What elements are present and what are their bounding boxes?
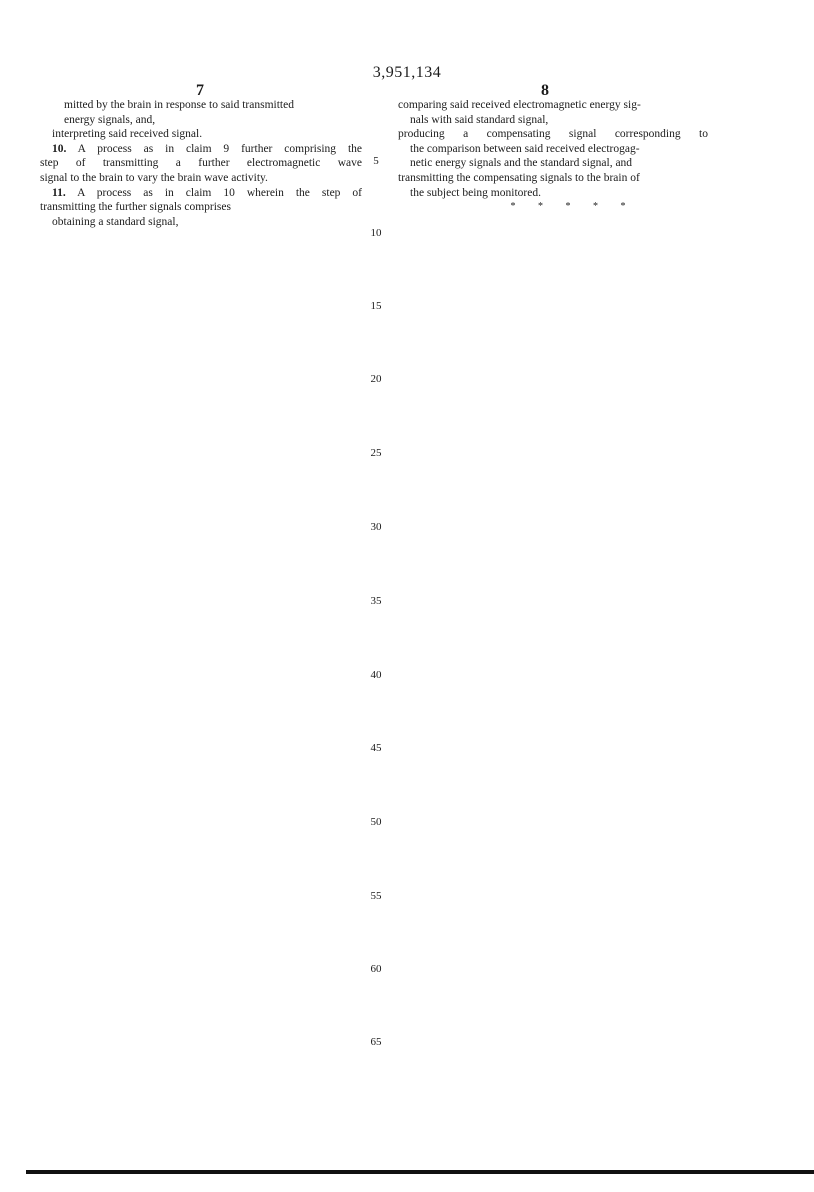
line-number: 30	[370, 521, 382, 533]
text-line: netic energy signals and the standard signal, and	[410, 157, 633, 170]
text-line: obtaining a standard signal,	[52, 215, 179, 228]
text-line: transmitting the compensating signals to the brain of	[398, 171, 640, 184]
claim-10-line	[40, 142, 362, 157]
text-line: transmitting the further signals comprises	[40, 201, 231, 214]
text-line: mitted by the brain in response to said transmitted	[64, 99, 294, 111]
claim-number: 11.	[52, 186, 66, 199]
text-line: energy signals, and,	[64, 113, 156, 126]
text-line: A process as in claim 9 further comprising the	[77, 142, 362, 155]
text-line: interpreting said received signal.	[52, 128, 203, 141]
line-number: 5	[373, 155, 379, 167]
line-number: 65	[370, 1036, 382, 1048]
left-column-text	[40, 98, 362, 229]
text-line: step of transmitting a further electromagnetic wave	[40, 157, 362, 170]
right-column-text	[398, 98, 708, 215]
line-number-gutter	[356, 0, 396, 1192]
text-line: the comparison between said received electrogag-	[410, 142, 640, 155]
line-number: 60	[370, 963, 382, 975]
end-marks: * * * * *	[510, 201, 636, 213]
line-number: 25	[370, 447, 382, 459]
line-number: 50	[370, 816, 382, 828]
line-number: 15	[370, 300, 382, 312]
text-line: signal to the brain to vary the brain wave activity.	[40, 171, 268, 184]
text-line: the subject being monitored.	[410, 186, 541, 199]
text-line: comparing said received electromagnetic energy sig-	[398, 99, 641, 111]
line-number: 20	[370, 373, 382, 385]
line-number: 40	[370, 669, 382, 681]
left-column-number: 7	[196, 82, 204, 99]
patent-number: 3,951,134	[372, 64, 442, 81]
text-line: producing a compensating signal corresponding to	[398, 128, 708, 141]
line-number: 35	[370, 595, 382, 607]
bottom-rule	[26, 1170, 814, 1174]
right-column-number: 8	[541, 82, 549, 99]
line-number: 55	[370, 890, 382, 902]
text-line: nals with said standard signal,	[410, 113, 549, 126]
line-number: 10	[370, 227, 382, 239]
claim-11-line	[40, 186, 362, 201]
text-line: A process as in claim 10 wherein the step of	[77, 186, 363, 199]
claim-number: 10.	[52, 142, 67, 155]
line-number: 45	[370, 742, 382, 754]
